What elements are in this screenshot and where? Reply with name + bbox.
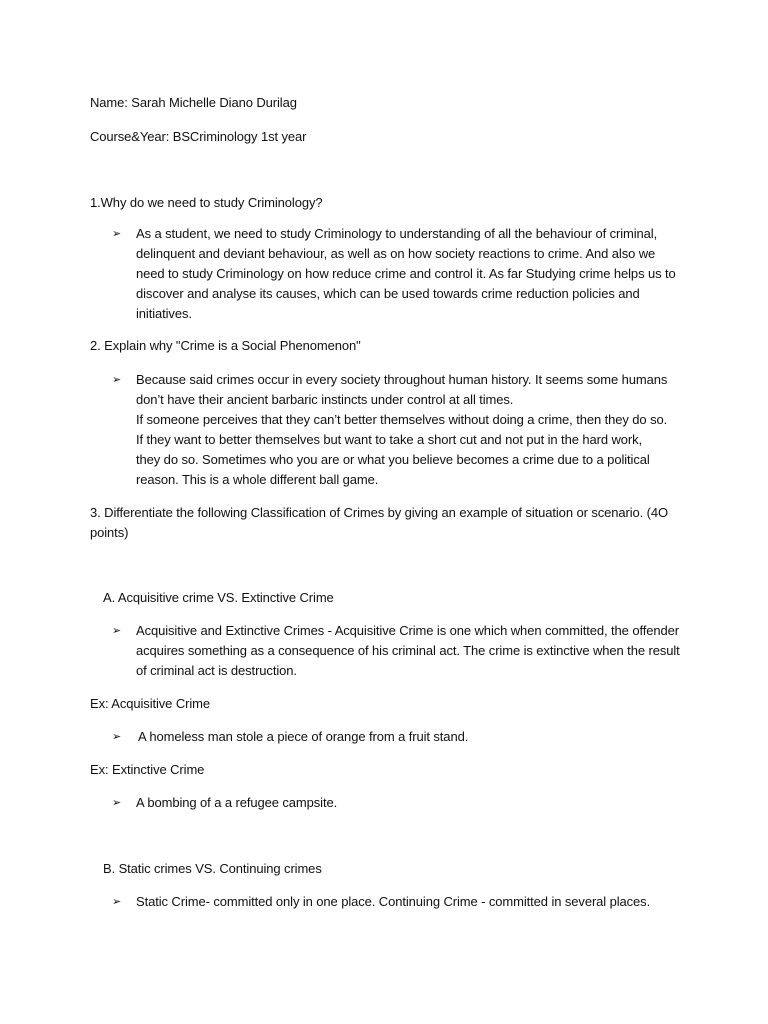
question-1: 1.Why do we need to study Criminology? bbox=[90, 195, 323, 210]
section-a-heading: A. Acquisitive crime VS. Extinctive Crime bbox=[103, 590, 334, 605]
example-extinctive-label: Ex: Extinctive Crime bbox=[90, 762, 205, 777]
answer-2-line-3: If someone perceives that they can’t better themselves without doing a crime, then they do so. bbox=[136, 412, 668, 427]
answer-1-line-1: As a student, we need to study Criminology to understanding of all the behaviour of criminal, bbox=[136, 226, 658, 241]
answer-1-line-4: discover and analyse its causes, which can be used towards crime reduction policies and bbox=[136, 286, 640, 301]
arrow-bullet-icon: ➢ bbox=[112, 797, 122, 809]
arrow-bullet-icon: ➢ bbox=[112, 625, 122, 637]
arrow-bullet-icon: ➢ bbox=[112, 228, 122, 240]
answer-2-line-6: reason. This is a whole different ball game. bbox=[136, 472, 379, 487]
answer-2-line-5: they do so. Sometimes who you are or what you believe becomes a crime due to a political bbox=[136, 452, 650, 467]
arrow-bullet-icon: ➢ bbox=[112, 374, 122, 386]
answer-1-line-2: delinquent and deviant behaviour, as well as on how society reactions to crime. And also we bbox=[136, 246, 656, 261]
answer-1-line-5: initiatives. bbox=[136, 306, 192, 321]
question-2: 2. Explain why "Crime is a Social Phenomenon" bbox=[90, 338, 361, 353]
section-b-line-1: Static Crime‐ committed only in one place. Continuing Crime ‐ committed in several places. bbox=[136, 894, 651, 909]
answer-1-line-3: need to study Criminology on how reduce crime and control it. As far Studying crime helps us to bbox=[136, 266, 676, 281]
course-year-line: Course&Year: BSCriminology 1st year bbox=[90, 129, 307, 144]
section-a-line-1: Acquisitive and Extinctive Crimes - Acquisitive Crime is one which when committed, the offender bbox=[136, 623, 679, 638]
example-acquisitive-label: Ex: Acquisitive Crime bbox=[90, 696, 210, 711]
question-3-line-1: 3. Differentiate the following Classification of Crimes by giving an example of situation or scenario. (4O bbox=[90, 505, 669, 520]
example-extinctive-text: A bombing of a a refugee campsite. bbox=[136, 795, 338, 810]
section-b-heading: B. Static crimes VS. Continuing crimes bbox=[103, 861, 322, 876]
answer-2-line-2: don’t have their ancient barbaric instincts under control at all times. bbox=[136, 392, 514, 407]
example-acquisitive-text: A homeless man stole a piece of orange from a fruit stand. bbox=[138, 729, 469, 744]
arrow-bullet-icon: ➢ bbox=[112, 731, 122, 743]
answer-2-line-1: Because said crimes occur in every society throughout human history. It seems some humans bbox=[136, 372, 668, 387]
arrow-bullet-icon: ➢ bbox=[112, 896, 122, 908]
section-a-line-3: of criminal act is destruction. bbox=[136, 663, 297, 678]
name-line: Name: Sarah Michelle Diano Durilag bbox=[90, 95, 297, 110]
answer-2-line-4: If they want to better themselves but want to take a short cut and not put in the hard work, bbox=[136, 432, 643, 447]
question-3-line-2: points) bbox=[90, 525, 129, 540]
section-a-line-2: acquires something as a consequence of his criminal act. The crime is extinctive when the result bbox=[136, 643, 680, 658]
